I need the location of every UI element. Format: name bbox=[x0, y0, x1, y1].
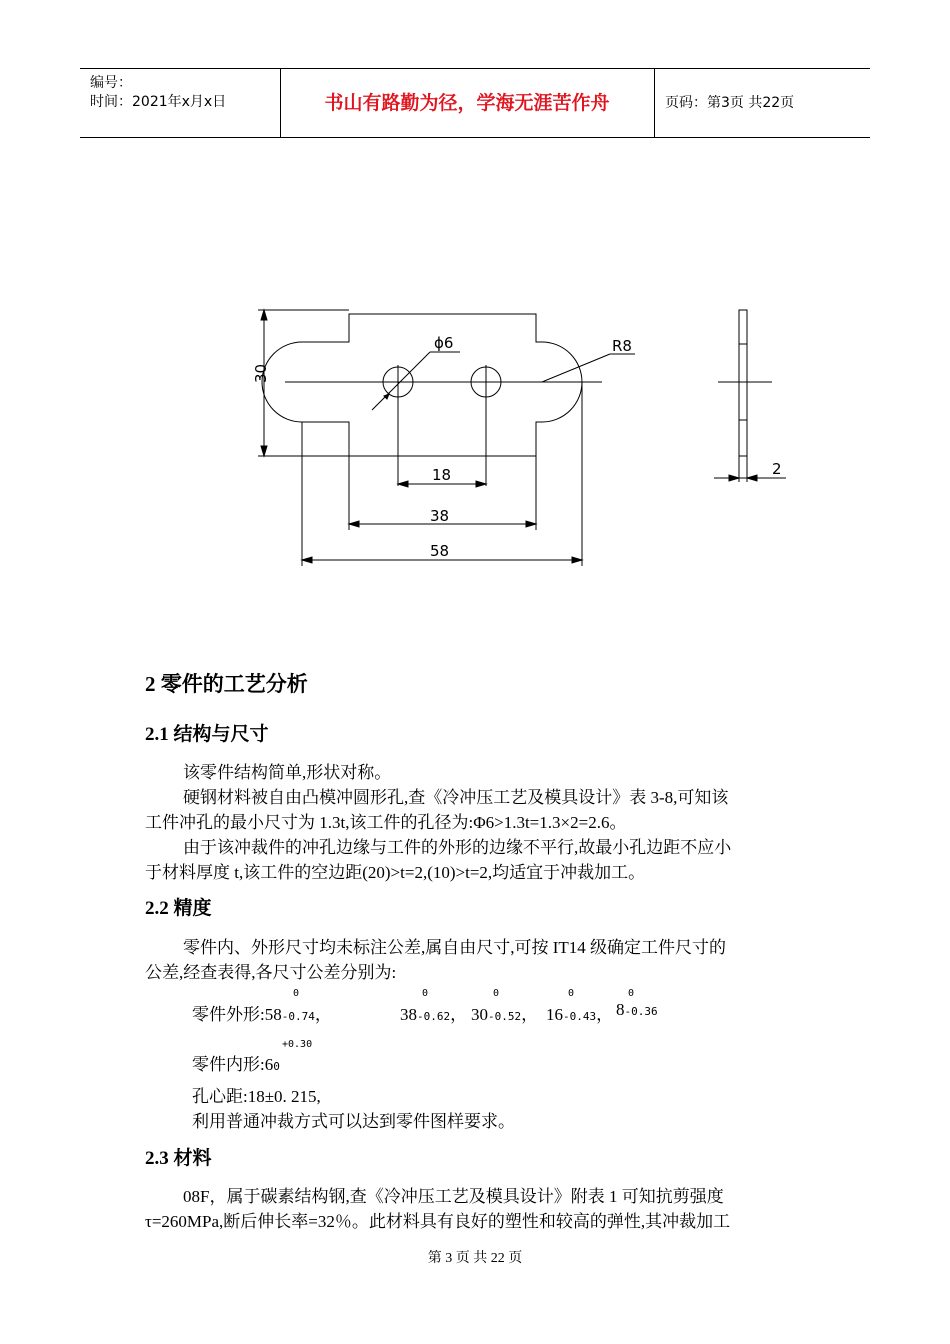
motto: 书山有路勤为径，学海无涯苦作舟 bbox=[280, 69, 655, 137]
sep: ， bbox=[596, 1005, 614, 1024]
tol-group bbox=[616, 1000, 658, 1020]
side-view bbox=[739, 310, 747, 456]
s23-p1b: τ=260MPa,断后伸长率=32％。此材料具有良好的塑性和较高的弹性,其冲裁加工 bbox=[145, 1212, 731, 1231]
page-footer: 第 3 页 共 22 页 bbox=[427, 1251, 523, 1266]
tol-group bbox=[400, 1000, 467, 1025]
s23-p1a: 08F，属于碳素结构钢,查《冷冲压工艺及模具设计》附表 1 可知抗剪强度 bbox=[183, 1187, 724, 1206]
dim-phi6: ϕ6 bbox=[434, 334, 454, 352]
dim-30: 30 bbox=[252, 363, 270, 383]
part-outline bbox=[262, 314, 582, 456]
tol-16-upper: 0 bbox=[568, 988, 575, 999]
s22-conclusion: 利用普通冲裁方式可以达到零件图样要求。 bbox=[192, 1112, 515, 1131]
sep: ， bbox=[521, 1005, 539, 1024]
sep: ， bbox=[314, 1005, 332, 1024]
v8: 8 bbox=[616, 1000, 625, 1019]
tol-30: -0.52 bbox=[488, 1010, 522, 1023]
s22-p1b: 公差,经查表得,各尺寸公差分别为: bbox=[145, 963, 397, 982]
inner-label: 零件内形:6 bbox=[192, 1055, 274, 1074]
s21-p3a: 由于该冲裁件的冲孔边缘与工件的外形的边缘不平行,故最小孔边距不应小 bbox=[183, 838, 732, 857]
tol-8-upper: 0 bbox=[628, 988, 635, 999]
hole-pitch: 孔心距:18±0. 215, bbox=[192, 1087, 321, 1106]
page-header bbox=[80, 68, 870, 138]
v38: 38 bbox=[400, 1005, 417, 1024]
section-2-1-title: 2.1 结构与尺寸 bbox=[145, 724, 269, 745]
tol-58: -0.74 bbox=[281, 1010, 315, 1023]
v16: 16 bbox=[546, 1005, 563, 1024]
tol-8: -0.36 bbox=[624, 1005, 658, 1018]
section-2-3-title: 2.3 材料 bbox=[145, 1148, 212, 1169]
dim-2: 2 bbox=[772, 460, 782, 478]
sep: ， bbox=[450, 1005, 468, 1024]
section-2-2-title: 2.2 精度 bbox=[145, 898, 212, 919]
outer-label: 零件外形:58 bbox=[192, 1005, 282, 1024]
s21-p2a: 硬钢材料被自由凸模冲圆形孔,查《冷冲压工艺及模具设计》表 3-8,可知该 bbox=[183, 788, 729, 807]
dim-58: 58 bbox=[430, 542, 450, 560]
s21-p3b: 于材料厚度 t,该工件的空边距(20)>t=2,(10)>t=2,均适宜于冲裁加工。 bbox=[145, 863, 646, 882]
tol-group bbox=[471, 1000, 538, 1025]
s22-p1a: 零件内、外形尺寸均未标注公差,属自由尺寸,可按 IT14 级确定工件尺寸的 bbox=[183, 938, 727, 957]
v30: 30 bbox=[471, 1005, 488, 1024]
inner-dimension bbox=[192, 1050, 280, 1075]
tol-58-upper: 0 bbox=[293, 988, 300, 999]
outer-dimensions bbox=[192, 1000, 332, 1025]
tol-16: -0.43 bbox=[563, 1010, 597, 1023]
dim-18: 18 bbox=[432, 466, 452, 484]
dim-38: 38 bbox=[430, 507, 450, 525]
page-info: 页码：第3页 共22页 bbox=[665, 95, 795, 111]
tol-6-lower: 0 bbox=[273, 1060, 280, 1073]
time-label: 时间：2021年x月x日 bbox=[90, 94, 227, 110]
dim-r8: R8 bbox=[612, 337, 632, 355]
s21-p2b: 工件冲孔的最小尺寸为 1.3t,该工件的孔径为:Φ6>1.3t=1.3×2=2.6。 bbox=[145, 813, 627, 832]
tol-30-upper: 0 bbox=[493, 988, 500, 999]
tol-38-upper: 0 bbox=[422, 988, 429, 999]
section-2-title: 2 零件的工艺分析 bbox=[145, 672, 308, 696]
tol-group bbox=[546, 1000, 613, 1025]
part-drawing bbox=[230, 290, 800, 580]
number-label: 编号： bbox=[90, 75, 132, 91]
s21-p1: 该零件结构简单,形状对称。 bbox=[183, 763, 392, 782]
tol-38: -0.62 bbox=[417, 1010, 451, 1023]
tol-6-upper: +0.30 bbox=[282, 1039, 313, 1050]
header-left-cell bbox=[80, 69, 281, 137]
